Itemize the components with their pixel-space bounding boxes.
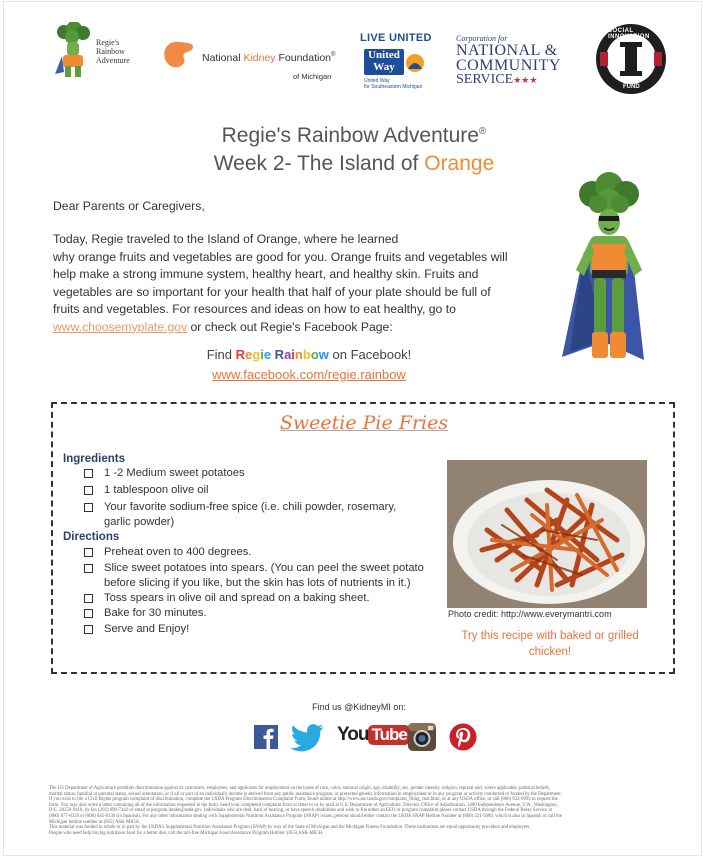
rainbow-letter: i [260,347,264,362]
direction-item: Serve and Enjoy! [104,623,190,635]
regie-logo-line1: Regie's [96,38,120,47]
salutation: Dear Parents or Caregivers, [53,199,205,213]
footer-line: D.C. 20250-9410, by fax (202) 690-7442 or email at program.intake@usda.gov. Individuals who are deaf, hard of hearing, or have speech disabilities and wish to file either an EEO or program complaint please contact USDA through the Federal Relay Service at [49,808,552,814]
youtube-you-text: You [337,724,369,745]
fb-find-suffix: on Facebook! [328,347,412,362]
direction-item: Slice sweet potatoes into spears. (You can peel the sweet potato [104,562,424,574]
pinterest-icon[interactable] [449,723,477,756]
direction-item: Preheat oven to 400 degrees. [104,546,252,558]
united-way-top: LIVE UNITED [360,32,432,44]
facebook-url-link[interactable]: www.facebook.com/regie.rainbow [212,367,406,382]
nkf-name-suffix: Foundation [275,52,332,64]
rainbow-letter: i [291,347,295,362]
ingredients-heading: Ingredients [63,453,125,465]
regie-logo-text [96,38,130,65]
footer-line: This material was funded in whole or in part by the USDA's Supplemental Nutrition Assistance Program (SNAP) by way of the State of Michigan and the Michigan Fitness Foundation. These institutions are equal opportunity providers and employers. [49,825,531,831]
cncs-logo [456,34,576,90]
ingredient-checkbox[interactable] [84,486,93,495]
sweet-potato-fries-photo [447,460,647,608]
try-line2: chicken! [528,646,572,658]
instagram-icon[interactable] [408,723,436,756]
united-way-hand-icon [404,49,426,75]
rainbow-letter: b [302,347,311,362]
direction-checkbox[interactable] [84,625,93,634]
footer-disclaimer [49,786,664,836]
recipe-title: Sweetie Pie Fries [279,412,449,434]
cncs-line4-row [456,73,576,87]
ingredient-item: 1 -2 Medium sweet potatoes [104,467,245,479]
letter-line: why orange fruits and vegetables are good for you. Orange fruits and vegetables will [53,249,508,264]
direction-checkbox[interactable] [84,564,93,573]
youtube-tube-text: Tube [368,725,409,745]
twitter-icon[interactable] [290,724,324,757]
ingredient-item-continued: garlic powder) [104,516,175,528]
direction-checkbox[interactable] [84,548,93,557]
footer-line: marital status, familial or parental status, sexual orientation, or if all or part of an individual's income is derived from any public assistance program, or protected genetic information in employment or in any program or activity conducted or funded by the Department. [49,791,562,797]
rainbow-letter: g [252,347,261,362]
united-way-sub-line2: for Southeastern Michigan [364,84,423,90]
social-fund-top: SOCIAL INNOVATION [608,28,650,40]
letter-line: Today, Regie traveled to the Island of Orange, where he learned [53,232,399,246]
nkf-name: National Kidney Foundation® [202,52,336,64]
direction-item: Toss spears in olive oil and spread on a baking sheet. [104,592,370,604]
united-way-logo [360,32,435,92]
cncs-stars-icon: ★★★ [513,75,538,85]
flyer-page [4,2,701,855]
ingredient-item: Your favorite sodium-free spice (i.e. chili powder, rosemary, [104,501,397,513]
letter-paragraph [53,231,573,336]
letter-line: help make a strong immune system, healthy heart, and healthy skin. Fruits and [53,267,479,281]
title-line2-prefix: Week 2- The Island of [213,152,425,175]
direction-item-continued: before slicing if you like, but the skin has lots of nutrients in it.) [104,577,411,589]
directions-heading: Directions [63,531,120,543]
youtube-icon[interactable] [337,724,410,750]
social-fund-bottom: FUND [623,84,640,90]
nkf-name-prefix: National [202,52,244,64]
united-way-sub [364,78,422,90]
social-innovation-fund-logo [594,22,668,96]
letter-line: vegetables are so important for your health that half of your plate should be full of [53,284,491,299]
nkf-sub: of Michigan [293,72,332,81]
direction-checkbox[interactable] [84,609,93,618]
try-line1: Try this recipe with baked or grilled [461,630,639,642]
united-way-sub-line1: United Way [364,78,390,84]
ingredient-checkbox[interactable] [84,469,93,478]
fb-find-regie [236,347,271,362]
footer-line: People who need help buying nutritious food for a better diet, call the toll-free Michigan Food Assistance Program Hotline: (855) ASK-MICH. [49,830,324,836]
page-title [154,118,554,178]
rainbow-letter: R [235,347,245,362]
try-recipe-note [440,628,660,660]
footer-line: (800) 877-8339 or (800) 845-6136 (in Spanish). For any other information dealing with Supplemental Nutrition Assistance Program (SNAP) issues, persons should either contact the USDA SNAP Hotline Number at (800) 221-5689, which is also in Spanish or call the [49,813,562,819]
facebook-url-line [154,367,464,382]
cncs-line3: COMMUNITY [456,57,561,74]
united-way-box-line1: United [368,49,400,61]
regie-logo-line3: Adventure [96,56,130,65]
united-way-box-line2: Way [373,61,395,73]
rainbow-letter: e [245,347,253,362]
kidney-icon [162,40,196,70]
facebook-icon[interactable] [254,725,278,754]
footer-line: form. You may also write a letter containing all of the information requested in the form. Send your completed complaint form or letter to us by mail at U.S. Department of Agriculture, Director, Office of Adjudication, 1400 Independence Avenue, S.W., Washington, [49,802,558,808]
ingredient-item: 1 tablespoon olive oil [104,484,209,496]
cncs-line1: Corporation for [456,34,508,43]
choosemyplate-link[interactable]: www.choosemyplate.gov [53,319,188,334]
title-reg-mark: ® [478,126,487,137]
united-way-box [364,49,404,75]
ingredient-checkbox[interactable] [84,503,93,512]
direction-checkbox[interactable] [84,594,93,603]
regie-character-icon [52,22,94,78]
title-line2 [154,150,554,178]
fb-find-rainbow [275,347,329,362]
nkf-logo [162,40,342,88]
title-line1-text: Regie's Rainbow Adventure [221,124,479,147]
cncs-line4: SERVICE [456,72,514,87]
rainbow-letter: a [284,347,292,362]
regie-logo [52,22,142,78]
letter-after-link: or check out Regie's Facebook Page: [187,319,393,334]
rainbow-letter: e [263,347,272,362]
nkf-name-kidney: Kidney [243,52,276,64]
letter-line: fruits and vegetables. For resources and ideas on how to eat healthy, go to [53,302,456,316]
regie-logo-line2: Rainbow [96,47,125,56]
footer-line: If you wish to file a Civil Rights program complaint of discrimination, complete the USDA Program Discrimination Complaint Form, found online at http://www.ascr.usda.gov/complaint_filing_cust.html, or at any USDA office, or call (866) 632-9992 to request the [49,797,558,803]
footer-line: Michigan hotline number at (855) ASK-MICH. [49,819,140,825]
facebook-find-line [154,347,464,362]
title-line1 [154,118,554,150]
find-us-text: Find us @KidneyMI on: [312,702,406,712]
rainbow-letter: n [294,347,303,362]
photo-credit: Photo credit: http://www.everymantri.com [448,609,612,619]
footer-line: The US Department of Agriculture prohibits discrimination against its customers, employees, and applicants for employment on the bases of race, color, national origin, age, disability, sex, gender identity, religion, reprisal and, where applicable, political beliefs, [49,786,550,791]
fb-find-prefix: Find [206,347,236,362]
title-line2-orange: Orange [424,152,495,175]
rainbow-letter: o [310,347,319,362]
letter-line-link [53,319,573,337]
direction-item: Bake for 30 minutes. [104,607,207,619]
cncs-line2: NATIONAL & [456,42,558,59]
rainbow-letter: R [274,347,285,362]
rainbow-letter: w [318,347,329,362]
